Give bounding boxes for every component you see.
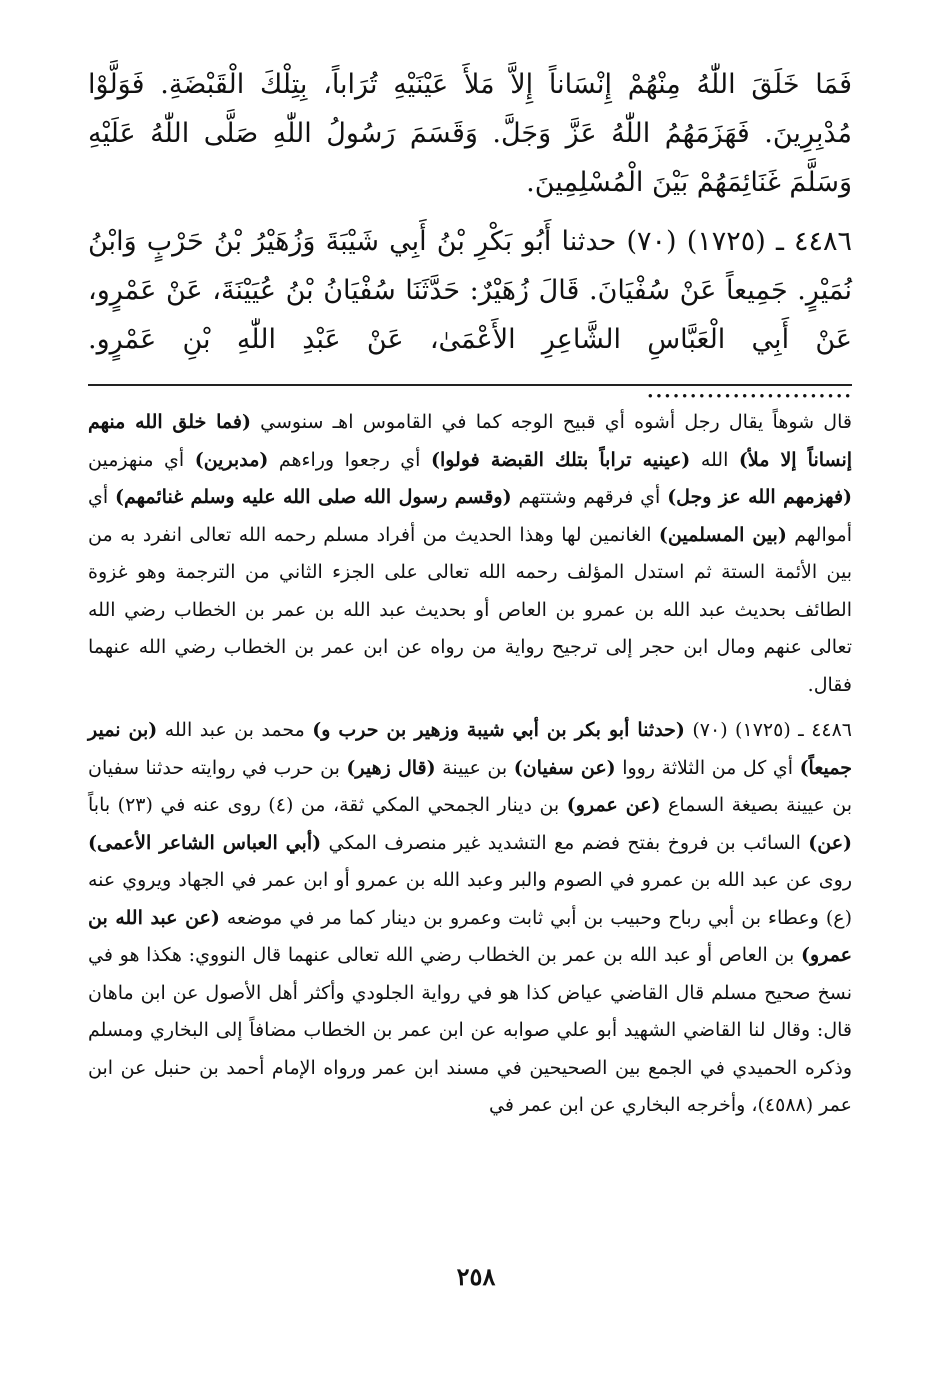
commentary-text: بن العاص أو عبد الله بن عمر بن الخطاب رضي الله تعالى عنهما قال النووي: هكذا هو في نسخ صحيح مسلم قال القاضي عياض كذا هو في رواية الجلودي وأكثر أهل الأصول عن ابن ماهان قال: وقال لنا القاضي الشهيد أبو علي صوابه عن ابن عمر بن الخطاب مضافاً إلى البخاري ومسلم وذكره الحميدي في الجمع بين الصحيحين في مسند ابن عمر ورواه الإمام أحمد بن حنبل عن ابن عمر (٤٥٨٨)، وأخرجه البخاري عن ابن عمر في (88, 944, 852, 1116)
main-paragraph-1: فَمَا خَلَقَ اللّٰهُ مِنْهُمْ إِنْسَاناً إِلاَّ مَلأَ عَيْنَيْهِ تُرَاباً، بِتِلْكَ الْقَبْضَةِ. فَوَلَّوْا مُدْبِرِينَ. فَهَزَمَهُمُ اللّٰهُ عَزَّ وَجَلَّ. وَقَسَمَ رَسُولُ اللّٰهِ صَلَّى اللّٰهُ عَلَيْهِ وَسَلَّمَ غَنَائِمَهُمْ بَيْنَ الْمُسْلِمِينَ. (88, 69, 852, 198)
hadith-number: ٤٤٨٦ ـ (١٧٢٥) (٧٠) (626, 226, 853, 257)
commentary-text: بن عيينة (442, 756, 508, 779)
hadith-isnad: حدثنا أَبُو بَكْرِ بْنُ أَبِي شَيْبَةَ وَزُهَيْرُ بْنُ حَرْبٍ وَابْنُ نُمَيْرٍ. جَمِيعاً عَنْ سُفْيَانَ. قَالَ زُهَيْرٌ: حَدَّثَنَا سُفْيَانُ بْنُ عُيَيْنَةَ، عَنْ عَمْرٍو، عَنْ أَبِي الْعَبَّاسِ الشَّاعِرِ الأَعْمَىٰ، عَنْ عَبْدِ اللّٰهِ بْنِ عَمْرٍو. (88, 226, 852, 355)
commentary-text: أي كل من الثلاثة رووا (622, 756, 794, 779)
commentary-text: أي فرقهم وشتتهم (518, 486, 661, 508)
commentary-quote: (أبي العباس الشاعر الأعمى) (88, 831, 322, 854)
commentary-text: أي منهزمين (88, 448, 185, 471)
commentary-text: محمد بن عبد الله (164, 719, 305, 741)
main-text-block (88, 60, 852, 423)
commentary-text: أي أموالهم (88, 486, 853, 546)
commentary-paragraph-1 (88, 404, 852, 704)
commentary-quote: (بن نمير جميعاً) (88, 719, 852, 779)
commentary-quote: (عن) (808, 831, 853, 854)
commentary-text: أي رجعوا وراءهم (278, 448, 421, 471)
commentary-text: السائب بن فروخ بفتح فضم مع التشديد غير منصرف المكي (328, 831, 801, 854)
commentary-quote: (وقسم رسول الله صلى الله عليه وسلم غنائمهم) (115, 486, 512, 508)
commentary-quote: (عن عمرو) (566, 794, 661, 816)
commentary-text: الغانمين لها وهذا الحديث من أفراد مسلم رحمه الله تعالى انفرد به من بين الأئمة الستة ثم استدل المؤلف رحمه الله تعالى على الجزء الثاني من الترجمة وهو غزوة الطائف بحديث عبد الله بن عمرو بن العاص أو بحديث عبد الله بن عمر بن الخطاب رضي الله تعالى عنهم ومال ابن حجر إلى ترجيح رواية من رواه عن ابن عمر بن الخطاب رضي الله عنهما فقال. (88, 523, 853, 696)
commentary-text: بن دينار الجمحي المكي ثقة، من (٤) روى عنه في (٢٣) باباً (88, 794, 560, 816)
commentary-paragraph-2 (88, 712, 852, 1125)
commentary-block (88, 404, 852, 1133)
page-number: ٢٥٨ (456, 1262, 496, 1291)
commentary-quote: (حدثنا أبو بكر بن أبي شيبة وزهير بن حرب و) (312, 719, 685, 741)
commentary-quote: (بين المسلمين) (658, 523, 787, 546)
commentary-quote: (قال زهير) (346, 756, 436, 779)
commentary-text: قال شوهاً يقال رجل أشوه أي قبيح الوجه كما في القاموس اهـ سنوسي (260, 411, 852, 433)
commentary-quote: (فما خلق الله منهم إنساناً إلا ملأ) (88, 411, 853, 471)
commentary-quote: (عن عبد الله بن عمرو) (88, 906, 852, 966)
commentary-quote: (مدبرين) (194, 448, 269, 471)
commentary-quote: (عن سفيان) (513, 756, 616, 779)
footnote-divider (88, 384, 852, 386)
commentary-quote: (عينيه تراباً بتلك القبضة فولوا) (430, 448, 691, 471)
commentary-text: بن حرب في روايته حدثنا سفيان بن عيينة بصيغة السماع (88, 756, 852, 816)
commentary-text: روى عن عبد الله بن عمرو في الصوم والبر وعبد الله بن عمرو أو ابن عمر في الجهاد ويروي عنه (ع) وعطاء بن أبي رباح وحبيب بن أبي ثابت وعمرو بن دينار كما مر في موضعه (88, 869, 852, 929)
ellipsis-dots: ........................ (646, 373, 852, 404)
commentary-text: الله (700, 448, 729, 471)
commentary-hadith-number: ٤٤٨٦ ـ (١٧٢٥) (٧٠) (692, 719, 853, 741)
commentary-quote: (فهزمهم الله عز وجل) (667, 486, 853, 508)
